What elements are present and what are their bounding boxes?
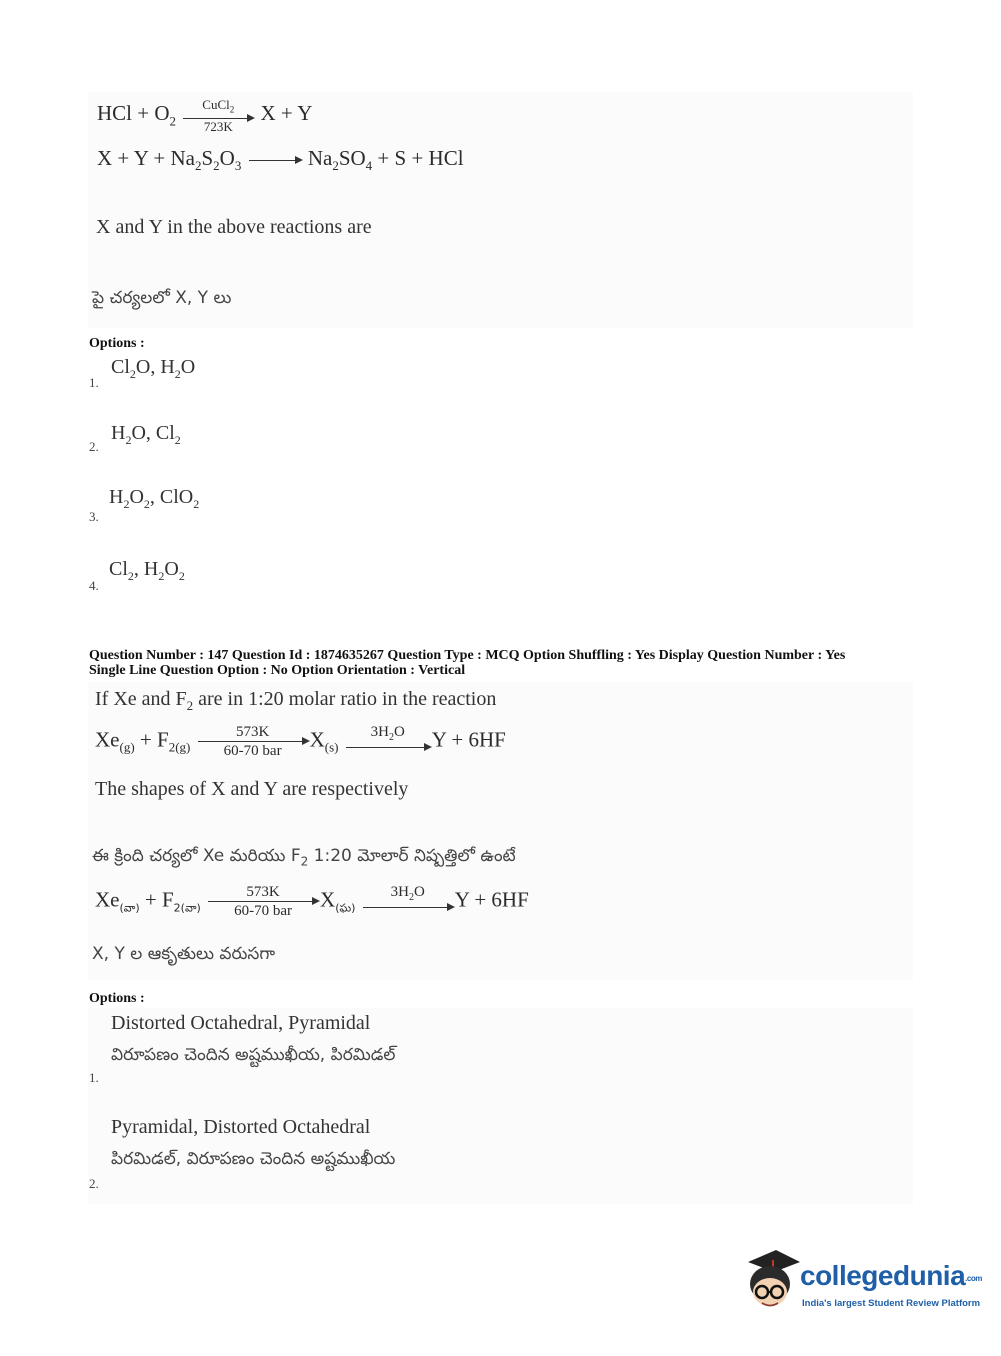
q147-option-1-telugu: విరూపణం చెందిన అష్టముఖీయ, పిరమిడల్ <box>111 1045 396 1065</box>
q146-option-4[interactable]: $Cl_2$, $H_2O_2$ <box>109 558 185 583</box>
q146-options-label: Options : <box>89 336 145 351</box>
q147-option-1-english: Distorted Octahedral, Pyramidal <box>111 1012 371 1034</box>
q147-meta-line-2: Single Line Question Option : No Option Orientation : Vertical <box>89 663 466 678</box>
q147-stem-english: If Xe and $F_2$ are in 1:20 molar ratio in the reaction <box>95 688 497 713</box>
q147-equation-english: $Xe_{(g)} + F_{2(g)}$ 573K 60-70 bar $X_{(s)}$ $3H_2O$ Y + 6HF <box>95 724 506 759</box>
q146-option-2[interactable]: $H_2O$, $Cl_2$ <box>111 422 181 447</box>
q146-question-telugu: పై చర్యలలో X, Y లు <box>92 288 232 308</box>
mascot-icon <box>742 1248 802 1314</box>
q146-option-1[interactable]: $Cl_2O$, $H_2O$ <box>111 356 196 381</box>
q147-option-2-telugu: పిరమిడల్, విరూపణం చెందిన అష్టముఖీయ <box>111 1149 396 1169</box>
collegedunia-logo[interactable] <box>742 1248 982 1320</box>
q146-option-3-number: 3. <box>89 509 99 524</box>
q147-option-2[interactable] <box>111 1116 395 1173</box>
q147-option-1[interactable] <box>111 1012 395 1069</box>
logo-brand: collegedunia <box>800 1260 966 1291</box>
q146-option-1-number: 1. <box>89 375 99 390</box>
q146-question-english: X and Y in the above reactions are <box>96 216 372 238</box>
q147-stem-telugu: ఈ క్రింది చర్యలో Xe మరియు $F_2$ 1:20 మోలార్ నిష్పత్తిలో ఉంటే <box>92 846 516 869</box>
q147-meta <box>89 648 919 678</box>
q147-options-label: Options : <box>89 991 145 1006</box>
q146-equation-2: $X + Y + Na_2S_2O_3$ $Na_2SO_4 + S$ + HCl <box>97 146 464 174</box>
q147-equation-telugu: $Xe_{(వా)} + F_{2(వా)}$ 573K 60-70 bar $X_{(ఘ)}$ $3H_2O$ Y + 6HF <box>95 884 529 919</box>
q147-option-2-number: 2. <box>89 1176 99 1191</box>
q147-shapes-english: The shapes of X and Y are respectively <box>95 778 409 800</box>
q147-option-2-english: Pyramidal, Distorted Octahedral <box>111 1116 371 1138</box>
logo-tm: .com <box>965 1274 982 1283</box>
logo-tagline: India's largest Student Review Platform <box>802 1298 981 1309</box>
q147-shapes-telugu: X, Y ల ఆకృతులు వరుసగా <box>92 944 276 964</box>
q147-option-1-number: 1. <box>89 1070 99 1085</box>
q146-option-3[interactable]: $H_2O_2$, ClO$_2$ <box>109 486 200 511</box>
q147-meta-line-1: Question Number : 147 Question Id : 1874635267 Question Type : MCQ Option Shuffling : Yes Display Question Number : Yes <box>89 648 846 663</box>
q146-option-4-number: 4. <box>89 578 99 593</box>
q146-option-2-number: 2. <box>89 439 99 454</box>
q146-equation-1: HCl + $O_2$ CuCl$_2$ 723K X + Y <box>97 97 313 134</box>
